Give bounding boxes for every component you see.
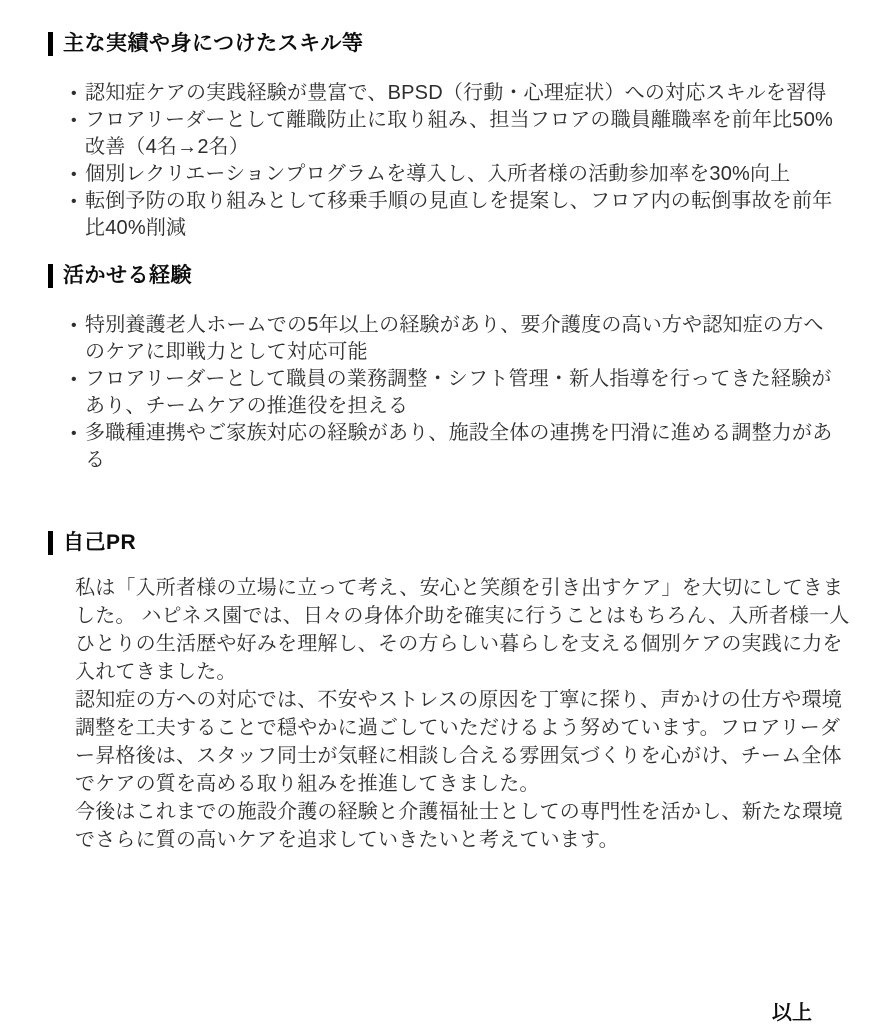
list-item: • 特別養護老人ホームでの5年以上の経験があり、要介護度の高い方や認知症の方へのケアに即戦力として対応可能: [70, 312, 842, 366]
self-pr-body: [75, 574, 857, 854]
heading-bar-icon: [48, 264, 53, 288]
section-achievements: [48, 30, 857, 242]
self-pr-heading: [48, 529, 857, 557]
list-item: • フロアリーダーとして職員の業務調整・シフト管理・新人指導を行ってきた経験があり、チームケアの推進役を担える: [70, 366, 842, 420]
list-item: • 転倒予防の取り組みとして移乗手順の見直しを提案し、フロア内の転倒事故を前年比40%削減: [70, 188, 842, 242]
section-experience: [48, 262, 857, 474]
list-item: • フロアリーダーとして離職防止に取り組み、担当フロアの職員離職率を前年比50%改善（4名→2名）: [70, 107, 842, 161]
achievements-heading-text: 主な実績や身につけたスキル等: [63, 32, 364, 55]
experience-heading: [48, 262, 857, 290]
achievements-heading: [48, 30, 857, 58]
experience-heading-text: 活かせる経験: [63, 264, 192, 287]
self-pr-heading-text: 自己PR: [63, 531, 137, 554]
list-item: • 多職種連携やご家族対応の経験があり、施設全体の連携を円滑に進める調整力がある: [70, 420, 842, 474]
section-self-pr: [48, 529, 857, 854]
pr-paragraph: 認知症の方への対応では、不安やストレスの原因を丁寧に探り、声かけの仕方や環境調整を工夫することで穏やかに過ごしていただけるよう努めています。フロアリーダー昇格後は、スタッフ同士が気軽に相談し合える雰囲気づくりを心がけ、チーム全体でケアの質を高める取り組みを推進してきました。: [75, 689, 842, 795]
experience-list: [70, 312, 842, 474]
achievements-list: [70, 80, 842, 242]
closing-label: 以上: [772, 1002, 812, 1024]
list-item: • 個別レクリエーションプログラムを導入し、入所者様の活動参加率を30%向上: [70, 161, 842, 188]
heading-bar-icon: [48, 531, 53, 555]
pr-paragraph: 今後はこれまでの施設介護の経験と介護福祉士としての専門性を活かし、新たな環境でさらに質の高いケアを追求していきたいと考えています。: [75, 801, 843, 851]
heading-bar-icon: [48, 32, 53, 56]
pr-paragraph: 私は「入所者様の立場に立って考え、安心と笑顔を引き出すケア」を大切にしてきました。 ハピネス園では、日々の身体介助を確実に行うことはもちろん、入所者様一人ひとりの生活歴や好みを理解し、その方らしい暮らしを支える個別ケアの実践に力を入れてきました。: [75, 577, 850, 683]
list-item: • 認知症ケアの実践経験が豊富で、BPSD（行動・心理症状）への対応スキルを習得: [70, 80, 842, 107]
